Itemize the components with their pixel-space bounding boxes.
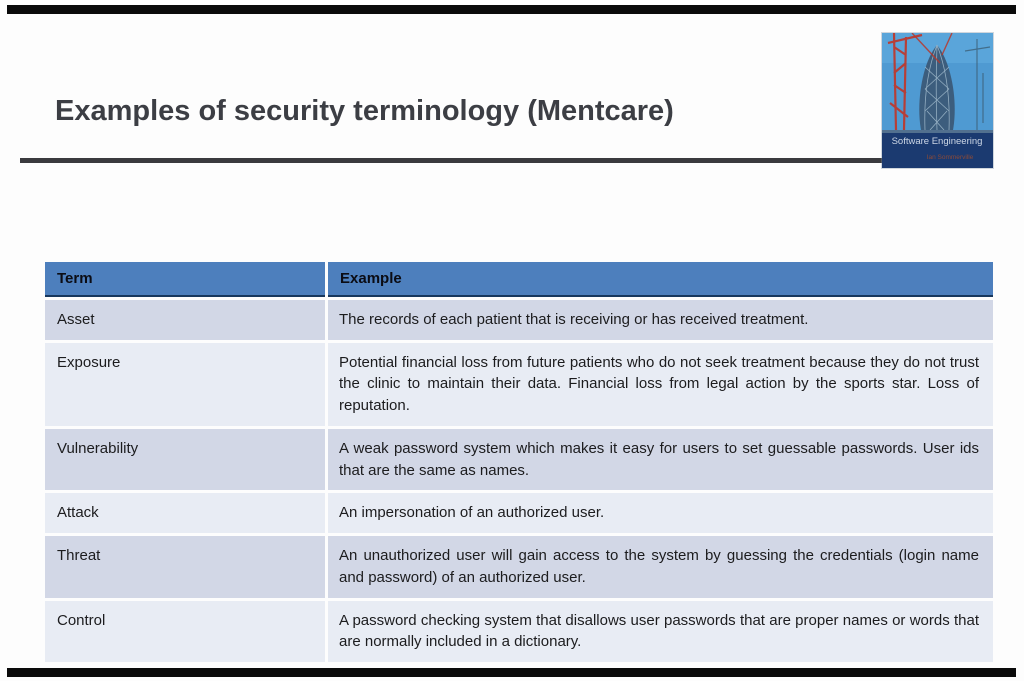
table-row-threat-example: An unauthorized user will gain access to the system by guessing the credentials (login name and password) of an authorized user.	[328, 536, 993, 598]
table-header-example: Example	[328, 262, 993, 297]
table-row-threat-term: Threat	[45, 536, 325, 598]
table-row-asset-term: Asset	[45, 300, 325, 340]
table-row-control-example: A password checking system that disallows user passwords that are proper names or words that are normally included in a dictionary.	[328, 601, 993, 663]
table-row-vulnerability-example: A weak password system which makes it easy for users to set guessable passwords. User ids that are the same as names.	[328, 429, 993, 491]
table-row-attack-term: Attack	[45, 493, 325, 533]
table-row-attack-example: An impersonation of an authorized user.	[328, 493, 993, 533]
title-underline-rule	[20, 158, 882, 163]
table-row-control-term: Control	[45, 601, 325, 663]
book-author-text: Ian Sommerville	[926, 154, 974, 161]
security-terminology-table	[45, 262, 993, 662]
page-title: Examples of security terminology (Mentcare)	[55, 95, 674, 128]
top-frame-bar	[7, 5, 1016, 14]
book-cover-illustration	[882, 33, 993, 168]
book-title-text: Software Engineering	[891, 136, 983, 147]
table-row-exposure-example: Potential financial loss from future patients who do not seek treatment because they do not trust the clinic to maintain their data. Financial loss from legal action by the sports star. Loss of reputation.	[328, 343, 993, 426]
table-header-term: Term	[45, 262, 325, 297]
table-row-exposure-term: Exposure	[45, 343, 325, 426]
table-row-asset-example: The records of each patient that is receiving or has received treatment.	[328, 300, 993, 340]
book-cover-image	[882, 33, 993, 168]
table-row-vulnerability-term: Vulnerability	[45, 429, 325, 491]
bottom-frame-bar	[7, 668, 1016, 677]
